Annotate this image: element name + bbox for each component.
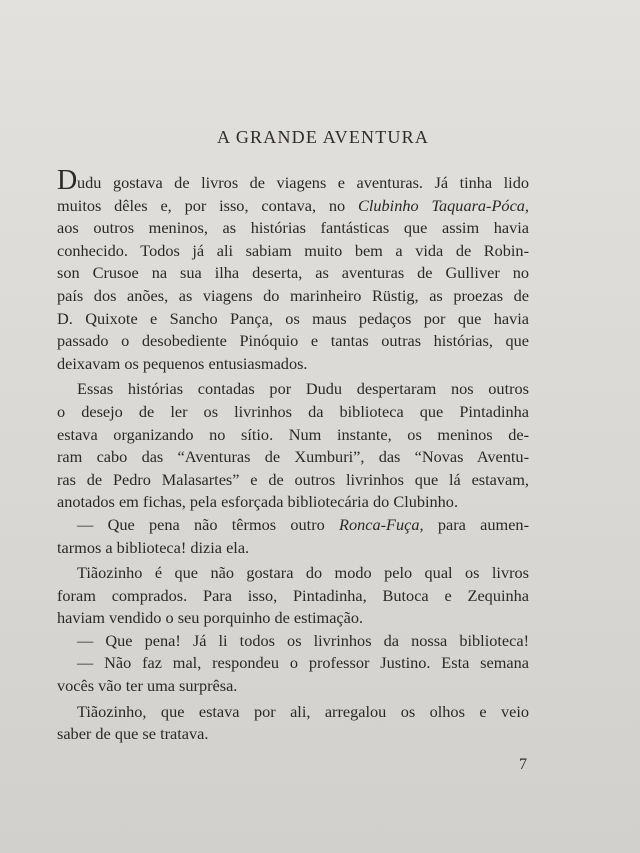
text-line: Tiãozinho, que estava por ali, arregalou os olhos e veio [77,701,529,721]
text-line: vocês vão ter uma surprêsa. [57,676,238,696]
page-number: 7 [519,756,527,773]
text-line: son Crusoe na sua ilha deserta, as aventuras de Gulliver no [57,263,529,283]
text-line: o desejo de ler os livrinhos da biblioteca que Pintadinha [57,401,529,421]
text-line: anotados em fichas, pela esforçada bibliotecária do Clubinho. [57,492,459,512]
text-line: muitos dêles e, por isso, contava, no Clubinho Taquara-Póca, [57,195,530,215]
text-line: Essas histórias contadas por Dudu despertaram nos outros [77,379,529,399]
text-line: estava organizando no sítio. Num instante, os meninos de- [57,424,529,444]
text-line: deixavam os pequenos entusiasmados. [57,353,308,373]
drop-cap: D [57,165,78,196]
text-line: Tiãozinho é que não gostara do modo pelo qual os livros [77,563,529,583]
text-line: — Não faz mal, respondeu o professor Justino. Esta semana [77,653,529,673]
text-line: D. Quixote e Sancho Pança, os maus pedaços por que havia [57,308,529,328]
text-line: tarmos a biblioteca! dizia ela. [57,537,250,557]
text-line: haviam vendido o seu porquinho de estimação. [57,608,364,628]
text-line: ras de Pedro Malasartes” e de outros livrinhos que lá estavam, [57,469,529,489]
text-line: — Que pena não têrmos outro Ronca-Fuça, para aumen- [77,514,529,534]
text-line: passado o desobediente Pinóquio e tantas outras histórias, que [57,331,529,351]
text-line: ram cabo das “Aventuras de Xumburi”, das “Novas Aventu- [57,447,529,467]
text-line: — Que pena! Já li todos os livrinhos da nossa biblioteca! [77,630,529,650]
text-line: foram comprados. Para isso, Pintadinha, Butoca e Zequinha [57,585,529,605]
text-line: aos outros meninos, as histórias fantásticas que assim havia [57,218,529,238]
text-line: D udu gostava de livros de viagens e aventuras. Já tinha lido [57,165,529,196]
body-text [57,165,530,746]
text-line: país dos anões, as viagens do marinheiro Rüstig, as proezas de [57,285,529,305]
chapter-title: A GRANDE AVENTURA [216,127,430,147]
text-line: conhecido. Todos já ali sabiam muito bem a vida de Robin- [57,240,529,260]
text-line: saber de que se tratava. [57,724,209,744]
